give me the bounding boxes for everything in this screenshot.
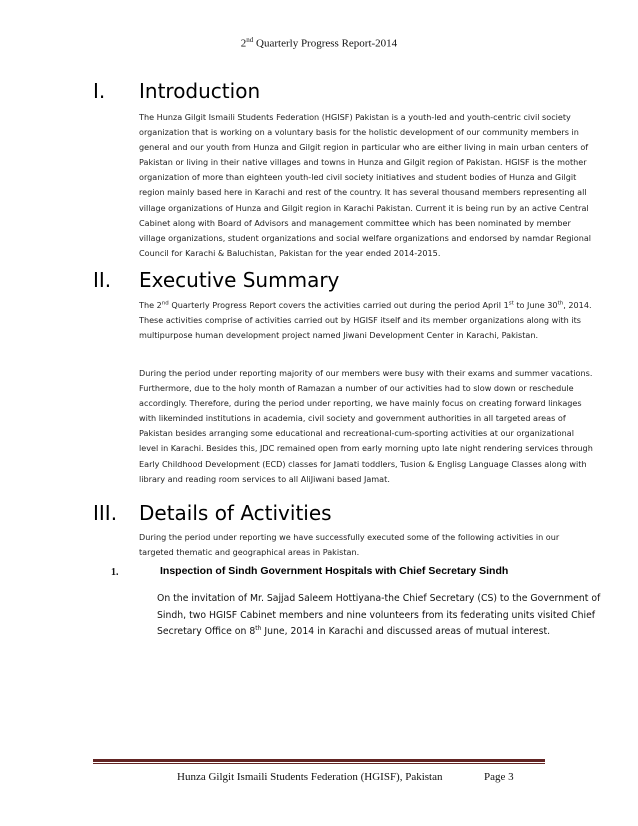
details-intro-paragraph: During the period under reporting we have successfully executed some of the following activities in our targeted thematic and geographical areas in Pakistan. [139,532,560,558]
activity-item-paragraph: On the invitation of Mr. Sajjad Saleem Hottiyana-the Chief Secretary (CS) to the Government of Sindh, two HGISF Cabinet members and nine volunteers from its federating units visited Chief Secretary Office on 8th June, 2014 in Karachi and discussed areas of mutual interest. [157,593,601,638]
activity-item-number: 1. [111,567,119,578]
section-title-executive-summary: Executive Summary [139,268,340,292]
section-title-introduction: Introduction [139,79,261,103]
footer-organization: Hunza Gilgit Ismaili Students Federation (HGISF), Pakistan [177,771,443,783]
activity-item-title: Inspection of Sindh Government Hospitals with Chief Secretary Sindh [160,565,509,577]
page-header: 2nd Quarterly Progress Report-2014 [240,36,398,50]
footer-rule-thin [93,763,545,764]
footer-rule-thick [93,759,545,762]
introduction-paragraph: The Hunza Gilgit Ismaili Students Federation (HGISF) Pakistan is a youth-led and youth-centric civil society organization that is working on a voluntary basis for the holistic development of our community members in general and our youth from Hunza and Gilgit region in particular who are either living in main urban centers of Pakistan or living in their native villages and towns in Hunza and Gilgit region of Pakistan. HGISF is the mother organization of more than eighteen youth-led civil society initiatives and student bodies of Hunza and Gilgit region mainly based here in Karachi and rest of the country. It has several thousand members representing all village organizations of Hunza and Gilgit region in Karachi Pakistan. Current it is being run by an active Central Cabinet along with Board of Advisors and management committee which has been nominated by member village organizations, student organizations and social welfare organizations and endorsed by namdar Regional Council for Karachi & Baluchistan, Pakistan for the year ended 2014-2015. [139,112,592,258]
section-title-details: Details of Activities [139,501,332,525]
section-numeral-details: III. [93,501,118,525]
page-number: Page 3 [484,771,514,783]
section-numeral-introduction: I. [93,79,106,103]
executive-summary-paragraph-2: During the period under reporting majority of our members were busy with their exams and summer vacations. Furthermore, due to the holy month of Ramazan a number of our activities had to slow down or reschedule accordingly. Therefore, during the period under reporting, we have mainly focus on creating forward linkages with likeminded institutions in academia, civil society and government authorities in all targeted areas of Pakistan besides arranging some educational and recreational-cum-sporting activities at our organizational level in Karachi. Besides this, JDC remained open from early morning upto late night rendering services through Early Childhood Development (ECD) classes for Jamati toddlers, Tusion & Englisg Language Classes along with library and reading room services to all AliJiwani based Jamat. [139,368,593,484]
section-numeral-executive-summary: II. [93,268,112,292]
executive-summary-paragraph-1: The 2nd Quarterly Progress Report covers the activities carried out during the period April 1st to June 30th, 2014. These activities comprise of activities carried out by HGISF itself and its member organizations along with its multipurpose human development project named Jiwani Development Center in Karachi, Pakistan. [139,300,592,341]
